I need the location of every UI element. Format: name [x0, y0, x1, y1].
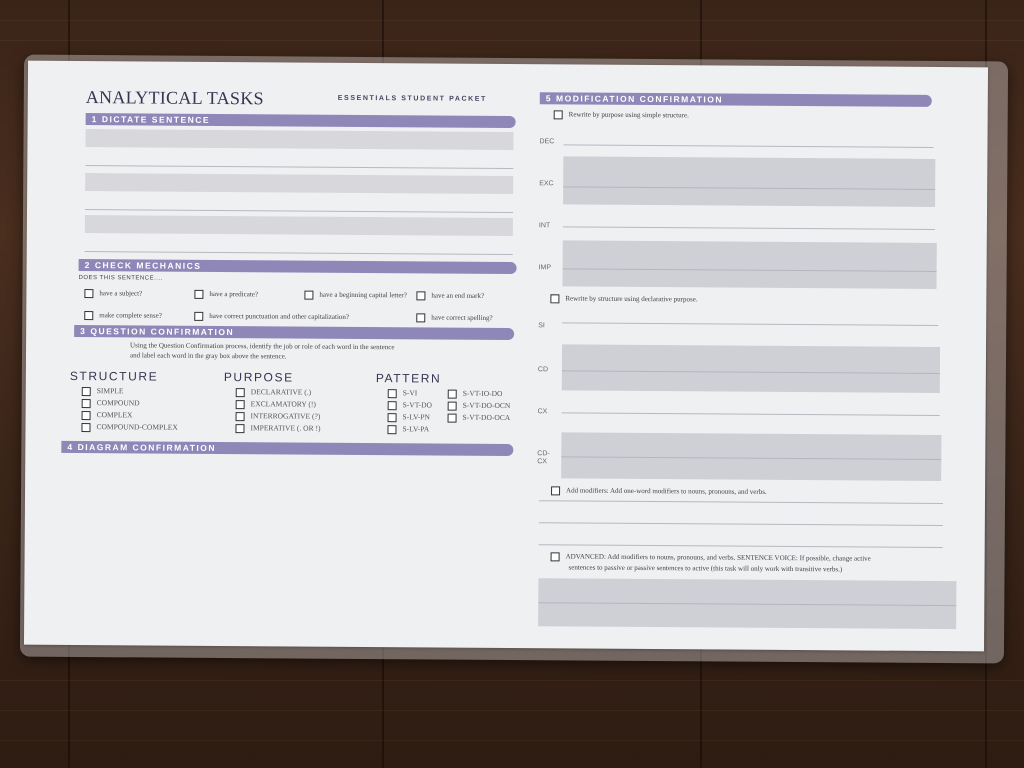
- answer-line[interactable]: [563, 226, 935, 230]
- option-label: IMPERATIVE (. OR !): [250, 423, 321, 433]
- advanced-line-2: sentences to passive or passive sentences to active (this task will only work with transitive verbs.): [568, 563, 843, 574]
- purpose-options: [235, 386, 320, 435]
- answer-line[interactable]: [562, 322, 938, 326]
- section-number: 1: [91, 114, 98, 125]
- check-capital[interactable]: [304, 291, 414, 301]
- mechanics-prompt: DOES THIS SENTENCE....: [78, 275, 163, 282]
- checkbox[interactable]: [236, 388, 245, 397]
- option-label: INTERROGATIVE (?): [250, 411, 321, 421]
- checkbox[interactable]: [82, 399, 91, 408]
- wood-grain: [0, 40, 1024, 41]
- sentence-line[interactable]: [85, 209, 513, 213]
- wood-grain: [0, 710, 1024, 711]
- checkbox[interactable]: [84, 311, 93, 320]
- section-number: 3: [80, 326, 87, 337]
- pattern-option[interactable]: [387, 423, 431, 435]
- page-title: ANALYTICAL TASKS: [85, 87, 264, 109]
- structure-heading: STRUCTURE: [69, 368, 159, 384]
- pattern-option[interactable]: [448, 400, 511, 412]
- question-instructions-2: and label each word in the gray box above the sentence.: [129, 351, 287, 361]
- checkbox[interactable]: [84, 289, 93, 298]
- check-label: have correct punctuation and other capitalization?: [209, 312, 350, 322]
- section-header-modification: [540, 92, 932, 107]
- pattern-option[interactable]: [388, 387, 432, 399]
- section-number: 4: [67, 441, 74, 452]
- answer-line[interactable]: [539, 500, 943, 504]
- section-header-diagram: [61, 441, 513, 456]
- check-label: make complete sense?: [99, 311, 162, 320]
- question-instructions-1: Using the Question Confirmation process, identify the job or role of each word in the sentence: [130, 341, 395, 352]
- sentence-line[interactable]: [85, 165, 513, 169]
- section-label: MODIFICATION CONFIRMATION: [555, 93, 724, 105]
- row-label-exc: EXC: [539, 180, 554, 188]
- sentence-gray-box[interactable]: [85, 129, 513, 150]
- check-label: have a beginning capital letter?: [319, 290, 407, 300]
- purpose-heading: PURPOSE: [223, 370, 294, 385]
- purpose-option[interactable]: [235, 422, 320, 435]
- section-header-dictate: [86, 113, 516, 128]
- checkbox[interactable]: [448, 413, 457, 422]
- check-predicate[interactable]: [194, 290, 258, 299]
- section-label: QUESTION CONFIRMATION: [90, 326, 235, 338]
- row-label-cd: CD: [537, 366, 549, 374]
- check-label: Add modifiers: Add one-word modifiers to nouns, pronouns, and verbs.: [566, 486, 767, 496]
- pattern-options-col2: [448, 388, 511, 424]
- checkbox[interactable]: [388, 389, 397, 398]
- wood-grain: [0, 740, 1024, 741]
- check-end-mark[interactable]: [416, 291, 484, 300]
- checkbox[interactable]: [448, 389, 457, 398]
- row-label-int: INT: [538, 222, 551, 230]
- section-header-mechanics: [79, 259, 517, 274]
- worksheet: [24, 61, 988, 652]
- answer-gray-box[interactable]: [562, 240, 936, 289]
- checkbox[interactable]: [304, 291, 313, 300]
- check-punctuation[interactable]: [194, 312, 349, 322]
- option-label: COMPOUND-COMPLEX: [96, 422, 178, 432]
- check-advanced[interactable]: [551, 552, 947, 564]
- checkbox[interactable]: [388, 413, 397, 422]
- check-label: have a predicate?: [209, 290, 259, 299]
- checkbox[interactable]: [82, 411, 91, 420]
- sentence-gray-box[interactable]: [85, 215, 513, 236]
- structure-option[interactable]: [82, 409, 178, 422]
- row-label-dec: DEC: [539, 138, 555, 146]
- option-label: COMPOUND: [96, 398, 140, 408]
- option-label: S-VI: [402, 388, 418, 398]
- structure-option[interactable]: [82, 397, 178, 410]
- wood-grain: [0, 20, 1024, 21]
- checkbox[interactable]: [554, 110, 563, 119]
- pattern-option[interactable]: [448, 388, 511, 400]
- checkbox[interactable]: [194, 312, 203, 321]
- check-rewrite-structure[interactable]: [550, 294, 697, 304]
- checkbox[interactable]: [236, 412, 245, 421]
- option-label: S-LV-PA: [402, 424, 430, 434]
- row-label-cx: CX: [537, 408, 548, 416]
- section-header-question: [74, 325, 514, 340]
- check-rewrite-purpose[interactable]: [554, 110, 689, 120]
- structure-options: [81, 385, 178, 434]
- answer-line[interactable]: [539, 544, 943, 548]
- option-label: COMPLEX: [96, 410, 133, 420]
- row-label-cdcx: CD-CX: [537, 450, 550, 466]
- checkbox[interactable]: [416, 291, 425, 300]
- pattern-heading: PATTERN: [375, 371, 442, 386]
- checkbox[interactable]: [448, 401, 457, 410]
- pattern-option[interactable]: [388, 411, 432, 423]
- option-label: EXCLAMATORY (!): [250, 399, 316, 409]
- checkbox[interactable]: [194, 290, 203, 299]
- pattern-option[interactable]: [448, 412, 511, 424]
- section-label: DICTATE SENTENCE: [101, 114, 211, 125]
- wood-grain: [0, 680, 1024, 681]
- check-subject[interactable]: [84, 289, 142, 298]
- check-label: ADVANCED: Add modifiers to nouns, pronouns, and verbs. SENTENCE VOICE: If possible, change active: [565, 552, 871, 563]
- checkbox[interactable]: [236, 400, 245, 409]
- checkbox[interactable]: [235, 424, 244, 433]
- checkbox[interactable]: [551, 486, 560, 495]
- purpose-option[interactable]: [236, 398, 321, 411]
- section-label: CHECK MECHANICS: [94, 260, 202, 271]
- option-label: S-VT-IO-DO: [462, 388, 503, 398]
- pattern-options-col1: [387, 387, 432, 435]
- row-label-imp: IMP: [538, 264, 552, 272]
- pattern-option[interactable]: [388, 399, 432, 411]
- checkbox[interactable]: [82, 387, 91, 396]
- structure-option[interactable]: [81, 421, 177, 434]
- option-label: S-VT-DO-OCN: [462, 400, 511, 411]
- answer-line[interactable]: [562, 412, 940, 416]
- check-label: Rewrite by purpose using simple structure.: [568, 110, 689, 120]
- checkbox[interactable]: [551, 552, 560, 561]
- option-label: S-VT-DO: [402, 400, 433, 410]
- section-number: 5: [545, 93, 553, 104]
- row-label-si: SI: [538, 322, 545, 330]
- checkbox[interactable]: [416, 313, 425, 322]
- sentence-gray-box[interactable]: [85, 173, 513, 194]
- answer-gray-box[interactable]: [563, 156, 935, 207]
- option-label: SIMPLE: [96, 386, 124, 396]
- check-label: have an end mark?: [431, 291, 485, 300]
- option-label: S-VT-DO-OCA: [462, 412, 511, 423]
- section-label: DIAGRAM CONFIRMATION: [77, 442, 217, 453]
- option-label: DECLARATIVE (.): [250, 387, 312, 397]
- purpose-option[interactable]: [236, 386, 321, 399]
- check-spelling[interactable]: [416, 313, 492, 323]
- check-label: have a subject?: [99, 289, 143, 298]
- purpose-option[interactable]: [236, 410, 321, 423]
- answer-line[interactable]: [563, 144, 933, 148]
- diagram-area[interactable]: [60, 457, 513, 636]
- section-number: 2: [84, 260, 91, 271]
- checkbox[interactable]: [81, 423, 90, 432]
- check-label: Rewrite by structure using declarative purpose.: [565, 294, 698, 304]
- checkbox[interactable]: [387, 425, 396, 434]
- check-add-modifiers[interactable]: [551, 486, 767, 497]
- check-label: have correct spelling?: [431, 313, 493, 323]
- structure-option[interactable]: [82, 385, 178, 398]
- answer-gray-box[interactable]: [562, 344, 940, 393]
- page-subtitle: ESSENTIALS STUDENT PACKET: [337, 94, 487, 103]
- checkbox[interactable]: [388, 401, 397, 410]
- answer-line[interactable]: [539, 522, 943, 526]
- option-label: S-LV-PN: [402, 412, 430, 422]
- sentence-line[interactable]: [85, 251, 513, 255]
- check-sense[interactable]: [84, 311, 162, 321]
- checkbox[interactable]: [550, 294, 559, 303]
